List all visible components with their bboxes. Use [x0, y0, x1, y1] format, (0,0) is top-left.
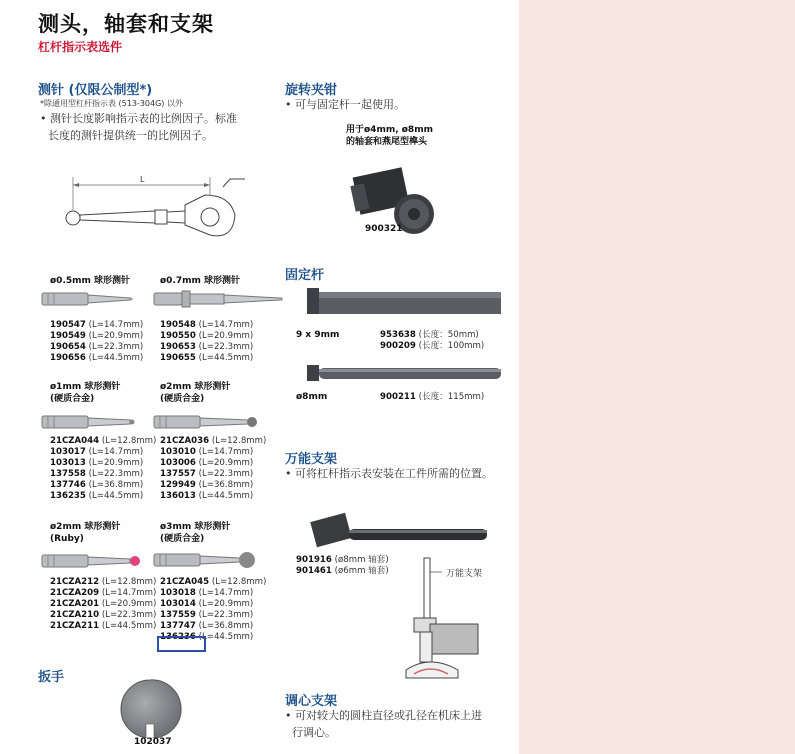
center-desc-2: 行调心。	[292, 726, 336, 739]
right-margin	[519, 0, 795, 754]
list-item: 21CZA201 (L=20.9mm)	[50, 599, 157, 609]
stylus-2mm-list	[160, 436, 266, 502]
stylus-1mm-list	[50, 436, 156, 502]
stylus-05-list	[50, 320, 143, 364]
caption-line: 用于ø4mm, ø8mm	[346, 125, 433, 135]
list-item: 136013 (L=44.5mm)	[160, 491, 254, 501]
caption-line: (硬质合金)	[50, 394, 95, 404]
stylus-07-image	[152, 285, 292, 315]
wrench-image	[115, 678, 185, 738]
list-item: 103006 (L=20.9mm)	[160, 458, 254, 468]
stylus-07-caption: ø0.7mm 球形测针	[160, 276, 241, 286]
universal-desc: • 可将杠杆指示表安装在工件所需的位置。	[285, 467, 493, 480]
list-item: 190548 (L=14.7mm)	[160, 320, 254, 330]
list-item: 136236 (L=44.5mm)	[160, 632, 254, 642]
swivel-heading: 旋转夹钳	[285, 83, 338, 98]
list-item: 190653 (L=22.3mm)	[160, 342, 254, 352]
universal-holder-image	[305, 505, 490, 555]
stylus-1mm-image	[40, 408, 140, 438]
selection-highlight[interactable]	[157, 636, 206, 652]
list-item: 137746 (L=36.8mm)	[50, 480, 144, 490]
rod-round-list	[380, 392, 484, 403]
caption-line: (Ruby)	[50, 534, 84, 544]
center-heading: 调心支架	[285, 694, 338, 709]
stylus-desc-2: 长度的测针提供统一的比例因子。	[48, 129, 213, 142]
list-item: 901916 (ø8mm 轴套)	[296, 555, 389, 565]
stylus-3mm-list	[160, 577, 266, 643]
stylus-3mm-image	[152, 545, 272, 577]
swivel-caption	[346, 124, 433, 148]
stylus-07-list	[160, 320, 253, 364]
list-item: 21CZA211 (L=44.5mm)	[50, 621, 157, 631]
stylus-dimension-drawing	[55, 165, 255, 255]
center-desc-1: • 可对较大的圆柱直径或孔径在机床上进	[285, 709, 482, 722]
caption-line: 的轴套和燕尾型榫头	[346, 137, 428, 147]
list-item: 103010 (L=14.7mm)	[160, 447, 254, 457]
list-item: 103017 (L=14.7mm)	[50, 447, 144, 457]
rod-square-list	[380, 330, 484, 352]
list-item: 21CZA210 (L=22.3mm)	[50, 610, 157, 620]
stylus-ruby-caption	[50, 521, 120, 545]
square-rod-image	[305, 282, 505, 322]
list-item: 190656 (L=44.5mm)	[50, 353, 144, 363]
rod-heading: 固定杆	[285, 268, 325, 283]
swivel-code: 900321	[365, 224, 403, 234]
caption-line: (硬质合金)	[160, 394, 205, 404]
list-item: 900211 (长度：115mm)	[380, 392, 485, 402]
list-item: 103013 (L=20.9mm)	[50, 458, 144, 468]
caption-line: ø2mm 球形测针	[160, 382, 231, 392]
stylus-05-caption: ø0.5mm 球形测针	[50, 276, 131, 286]
list-item: 103018 (L=14.7mm)	[160, 588, 254, 598]
list-item: 21CZA045 (L=12.8mm)	[160, 577, 267, 587]
list-item: 137557 (L=22.3mm)	[160, 469, 254, 479]
list-item: 137559 (L=22.3mm)	[160, 610, 254, 620]
list-item: 103014 (L=20.9mm)	[160, 599, 254, 609]
list-item: 136235 (L=44.5mm)	[50, 491, 144, 501]
caption-line: ø1mm 球形测针	[50, 382, 121, 392]
list-item: 21CZA209 (L=14.7mm)	[50, 588, 157, 598]
list-item: 129949 (L=36.8mm)	[160, 480, 254, 490]
list-item: 190549 (L=20.9mm)	[50, 331, 144, 341]
list-item: 190547 (L=14.7mm)	[50, 320, 144, 330]
caption-line: (硬质合金)	[160, 534, 205, 544]
stylus-heading: 测针 (仅限公制型*)	[38, 83, 153, 98]
caption-line: ø3mm 球形测针	[160, 522, 231, 532]
universal-list	[296, 555, 389, 577]
list-item: 137747 (L=36.8mm)	[160, 621, 254, 631]
stylus-05-image	[40, 285, 140, 315]
swivel-desc: • 可与固定杆一起使用。	[285, 98, 405, 111]
list-item: 21CZA212 (L=12.8mm)	[50, 577, 157, 587]
list-item: 900209 (长度：100mm)	[380, 341, 485, 351]
universal-heading: 万能支架	[285, 452, 338, 467]
round-rod-image	[305, 362, 505, 386]
stylus-note: *除通用型杠杆指示表 (513-304G) 以外	[40, 99, 183, 108]
list-item: 190550 (L=20.9mm)	[160, 331, 254, 341]
rod-size-round: ø8mm	[296, 392, 328, 402]
list-item: 21CZA036 (L=12.8mm)	[160, 436, 267, 446]
stylus-desc-1: • 测针长度影响指示表的比例因子。标准	[40, 112, 237, 125]
list-item: 901461 (ø6mm 轴套)	[296, 566, 389, 576]
list-item: 21CZA044 (L=12.8mm)	[50, 436, 157, 446]
list-item: 953638 (长度：50mm)	[380, 330, 479, 340]
stylus-2mm-caption	[160, 381, 230, 405]
caption-line: ø2mm 球形测针	[50, 522, 121, 532]
wrench-heading: 扳手	[38, 670, 65, 685]
stylus-ruby-list	[50, 577, 156, 632]
stylus-1mm-caption	[50, 381, 120, 405]
stylus-3mm-caption	[160, 521, 230, 545]
stylus-2mm-image	[152, 408, 272, 438]
dimension-label: L	[140, 175, 145, 184]
stylus-ruby-image	[40, 547, 150, 577]
rod-size-square: 9 x 9mm	[296, 330, 340, 340]
list-item: 190654 (L=22.3mm)	[50, 342, 144, 352]
universal-callout: 万能支架	[446, 569, 483, 579]
page-subtitle: 杠杆指示表选件	[38, 40, 123, 54]
list-item: 190655 (L=44.5mm)	[160, 353, 254, 363]
page-title: 测头，轴套和支架	[38, 12, 214, 36]
wrench-code: 102037	[134, 737, 172, 747]
list-item: 137558 (L=22.3mm)	[50, 469, 144, 479]
